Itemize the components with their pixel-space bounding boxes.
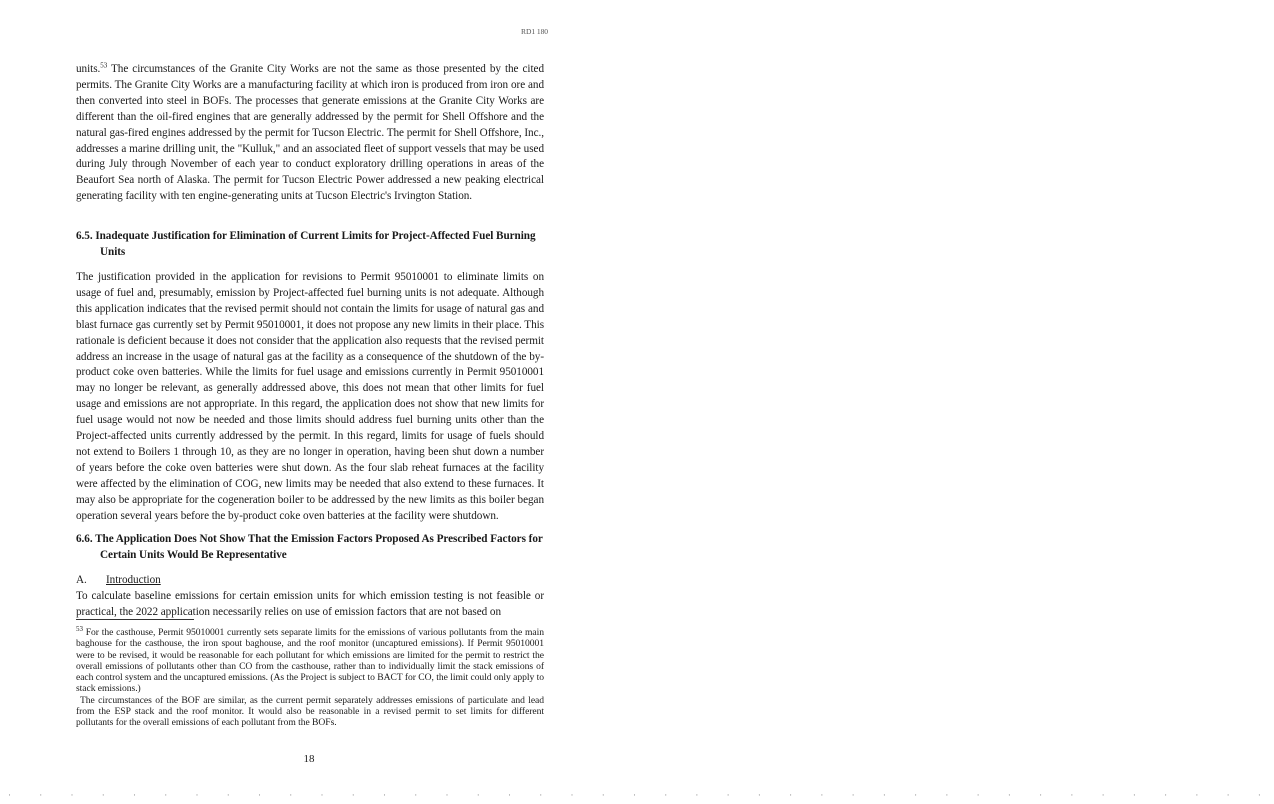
footnote-divider [76,619,194,620]
section-6-5-heading: 6.5. Inadequate Justification for Elimination of Current Limits for Project-Affected Fuel Burning Units [76,230,536,258]
page-number: 18 [303,753,315,765]
subsection-a-heading [76,573,544,589]
section-6-5-body-block [76,270,544,525]
section-6-5 [76,229,544,261]
section-6-6-heading: 6.6. The Application Does Not Show That the Emission Factors Proposed As Prescribed Factors for Certain Units Would Be Representative [76,533,543,561]
subsection-a-block [76,573,544,621]
footnote-53-text: For the casthouse, Permit 95010001 currently sets separate limits for the emissions of various pollutants from the main baghouse for the casthouse, the iron spout baghouse, and the roof monitor (uncaptured emissions). If Permit 95010001 were to be revised, it would be reasonable for each pollutant for which emissions are limited for the permit to restrict the overall emissions of pollutants other than CO from the casthouse, rather than to individually limit the stack emissions of each control system and the uncaptured emissions. (As the Project is subject to BACT for CO, the limit could only apply to stack emissions.) [76,627,544,695]
continuation-paragraph-block [76,62,544,205]
document-reference: RD1 180 [521,27,548,36]
continuation-text: The circumstances of the Granite City Works are not the same as those presented by the cited permits. The Granite City Works are a manufacturing facility at which iron is produced from iron ore and then converted into steel in BOFs. The processes that generate emissions at the Granite City Works are different than the oil-fired engines that are generally addressed by the permit for Shell Offshore and the natural gas-fired engines addressed by the permit for Tucson Electric. The permit for Shell Offshore, Inc., addresses a marine drilling unit, the "Kulluk," and an associated fleet of support vessels that may be used during July through November of each year to conduct exploratory drilling operations in areas of the Beaufort Sea north of Alaska. The permit for Tucson Electric Power addressed a new peaking electrical generating facility with ten engine-generating units at Tucson Electric's Irvington Station. [76,63,544,203]
section-6-6-body: To calculate baseline emissions for certain emission units for which emission testing is not feasible or practical, the 2022 application necessarily relies on use of emission factors that are not based on [76,589,544,618]
section-6-5-body: The justification provided in the application for revisions to Permit 95010001 to eliminate limits on usage of fuel and, presumably, emission by Project-affected fuel burning units is not adequate. Although this application indicates that the revised permit should not contain the limits for usage of natural gas and blast furnace gas currently set by Permit 95010001, it does not propose any new limits in their place. This rationale is deficient because it does not consider that the application also requests that the revised permit address an increase in the usage of natural gas at the facility as a consequence of the shutdown of the by-product coke oven batteries. While the limits for fuel usage and emissions currently in Permit 95010001 may no longer be relevant, as generally addressed above, this does not mean that other limits for fuel usage and emissions are not appropriate. In this regard, the application does not show that new limits for fuel usage would not now be needed and those limits should address fuel burning units other than the Project-affected units currently addressed by the permit. In this regard, limits for usage of fuels should not extend to Boilers 1 through 10, as they are no longer in operation, having been shut down a number of years before the coke oven batteries were shut down. As the four slab reheat furnaces at the facility were affected by the elimination of COG, new limits may be needed that also extend to these furnaces. It may also be appropriate for the cogeneration boiler to be addressed by the new limits as this boiler began operation several years before the by-product coke oven batteries at the facility were shutdown. [76,271,544,522]
footnote-marker: 53 [76,624,83,633]
subsection-letter: A. [76,574,87,586]
subsection-title: Introduction [106,574,161,586]
footnotes [76,624,544,729]
section-6-6 [76,532,544,564]
footnote-53 [76,624,544,695]
footnote-ref-53[interactable]: 53 [100,61,108,70]
footnote-53-continuation: The circumstances of the BOF are similar, as the current permit separately addresses emissions of particulate and lead from the ESP stack and the roof monitor. It would also be reasonable in a revised permit to set limits for different pollutants for the overall emissions of each pollutant from the BOFs. [76,694,544,729]
scan-edge-marks: · · · · · · · · · · · · · · · · · · · · · · · · · · · · · · · · · · · · · · · · · [8,790,1274,800]
continuation-paragraph [76,62,544,205]
continuation-lead: units. [76,63,101,75]
